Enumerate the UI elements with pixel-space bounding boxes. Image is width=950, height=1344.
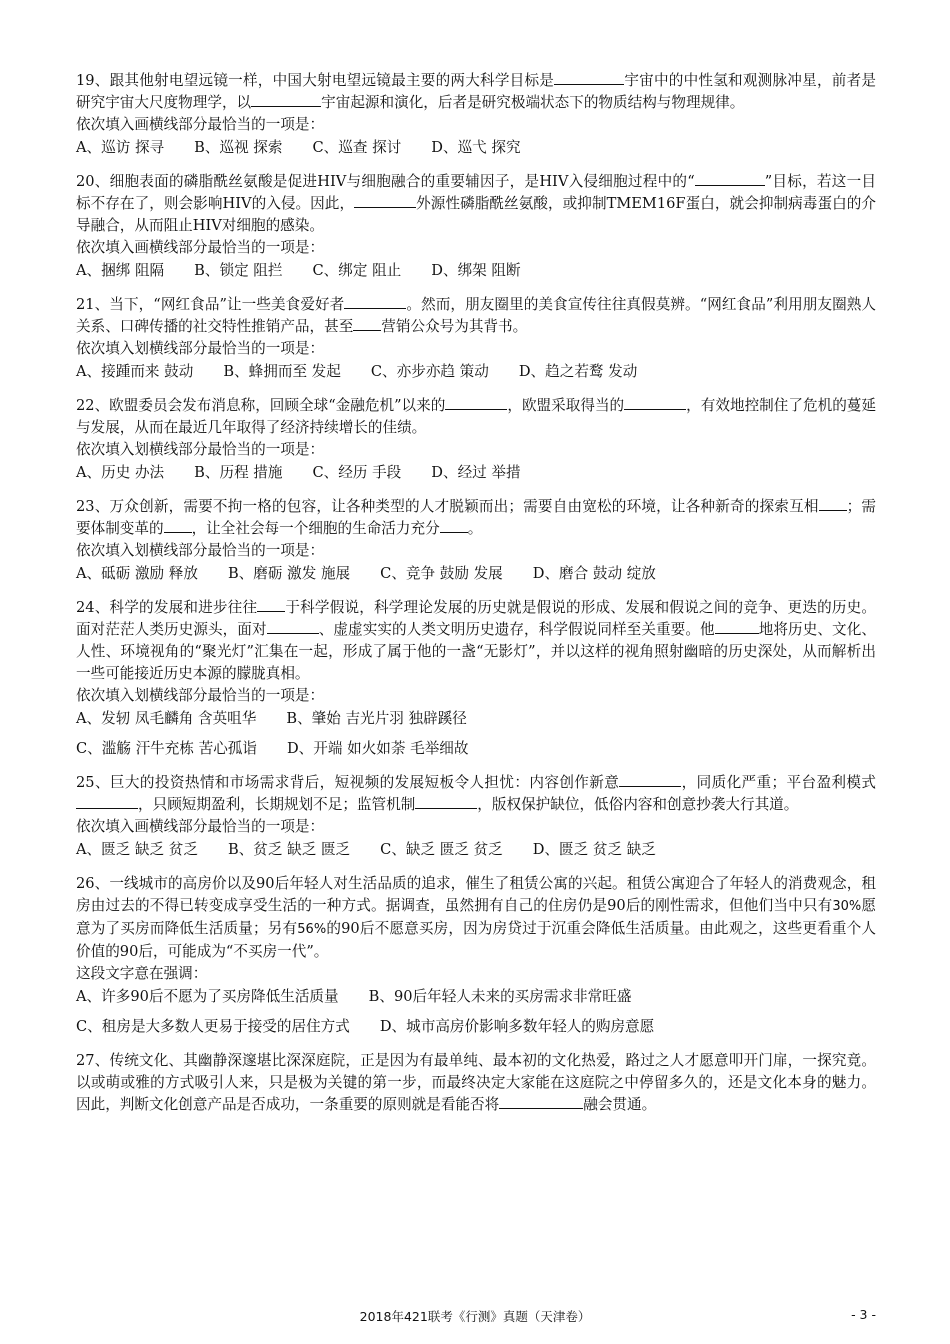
option-c[interactable]: C、租房是大多数人更易于接受的居住方式 [76, 1018, 350, 1035]
question-20 [76, 171, 876, 282]
option-d[interactable]: D、趋之若鹜 发动 [518, 363, 638, 380]
stem-text: ，欧盟采取得当的 [507, 397, 625, 414]
fill-blank [440, 518, 468, 533]
option-c[interactable]: C、缺乏 匮乏 贫乏 [380, 841, 503, 858]
stem-text: ，有效地控制住了危机的蔓延与发展，从而在最近几年取得了经济持续增长的佳绩。 [76, 397, 876, 436]
option-d[interactable]: D、经过 举措 [431, 464, 521, 481]
question-stem [76, 873, 876, 963]
stem-text: 21、当下，“网红食品”让一些美食爱好者 [76, 296, 345, 313]
page-number: - 3 - [851, 1307, 876, 1322]
option-d[interactable]: D、匮乏 贫乏 缺乏 [532, 841, 656, 858]
option-c[interactable]: C、经历 手段 [312, 464, 402, 481]
option-d[interactable]: D、开端 如火如荼 毛举细故 [286, 740, 469, 757]
stem-text: 26、一线城市的高房价以及90后年轻人对生活品质的追求，催生了租赁公寓的兴起。租赁公寓迎合了年轻人的消费观念，租房由过去的不得已转变成享受生活的一种方式。据调查，虽然拥有自己的住房仍是90后的刚性需求，但他们当中只有 [76, 875, 876, 914]
option-a[interactable]: A、匮乏 缺乏 贫乏 [76, 841, 198, 858]
option-d[interactable]: D、绑架 阻断 [431, 262, 521, 279]
question-21 [76, 294, 876, 383]
answer-options [76, 1016, 876, 1038]
fill-blank [251, 92, 321, 107]
fill-blank [715, 619, 759, 634]
stem-text: ”目标，若这一目标不存在了，则会影响HIV的入侵。因此， [76, 173, 876, 212]
stem-text: 19、跟其他射电望远镜一样，中国大射电望远镜最主要的两大科学目标是 [76, 72, 555, 89]
stem-text: 。然而，朋友圈里的美食宣传往往真假莫辨。“网红食品”利用朋友圈熟人关系、口碑传播的社交特性推销产品，甚至 [76, 296, 876, 335]
stem-text: ，版权保护缺位，低俗内容和创意抄袭大行其道。 [477, 796, 799, 813]
fill-blank [344, 294, 406, 309]
answer-options [76, 361, 876, 383]
question-27 [76, 1050, 876, 1116]
question-stem [76, 171, 876, 237]
option-c[interactable]: C、巡查 探讨 [312, 139, 402, 156]
question-stem [76, 1050, 876, 1116]
question-23 [76, 496, 876, 585]
option-a[interactable]: A、砥砺 激励 释放 [76, 565, 198, 582]
answer-options [76, 986, 876, 1008]
question-stem [76, 294, 876, 338]
question-25 [76, 772, 876, 861]
question-26 [76, 873, 876, 1038]
option-a[interactable]: A、捆绑 阻隔 [76, 262, 165, 279]
stem-text: ，让全社会每一个细胞的生命活力充分 [191, 520, 440, 537]
option-d[interactable]: D、巡弋 探究 [431, 139, 521, 156]
stem-text: 宇宙起源和演化，后者是研究极端状态下的物质结构与物理规律。 [321, 94, 745, 111]
fill-blank [445, 395, 507, 410]
answer-options [76, 137, 876, 159]
option-b[interactable]: B、磨砺 激发 施展 [227, 565, 351, 582]
question-22 [76, 395, 876, 484]
option-b[interactable]: B、90后年轻人未来的买房需求非常旺盛 [368, 988, 632, 1005]
fill-blank [164, 518, 192, 533]
question-stem [76, 772, 876, 816]
fill-blank [353, 316, 381, 331]
stem-text: 23、万众创新，需要不拘一格的包容，让各种类型的人才脱颖而出；需要自由宽松的环境，让各种新奇的探索互相 [76, 498, 819, 515]
fill-blank [554, 70, 624, 85]
option-a[interactable]: A、巡访 探寻 [76, 139, 165, 156]
question-list [76, 70, 876, 1128]
answer-options [76, 563, 876, 585]
stem-text: ；需要体制变革的 [76, 498, 876, 537]
option-c[interactable]: C、亦步亦趋 策动 [370, 363, 489, 380]
percent-value: 30% [832, 899, 862, 914]
question-prompt: 依次填入划横线部分最恰当的一项是： [76, 542, 325, 559]
option-b[interactable]: B、蜂拥而至 发起 [223, 363, 341, 380]
question-prompt: 依次填入画横线部分最恰当的一项是： [76, 818, 325, 835]
stem-text: 、虚虚实实的人类文明历史遗存，科学假说同样至关重要。他 [318, 621, 715, 638]
fill-blank [624, 395, 686, 410]
option-a[interactable]: A、发轫 凤毛麟角 含英咀华 [76, 710, 257, 727]
option-b[interactable]: B、肇始 吉光片羽 独辟蹊径 [286, 710, 467, 727]
fill-blank [76, 794, 138, 809]
stem-text: 愿意为了买房而降低生活质量；另有 [76, 897, 876, 937]
answer-options [76, 738, 876, 760]
answer-options [76, 708, 876, 730]
question-prompt: 依次填入画横线部分最恰当的一项是： [76, 116, 325, 133]
stem-text: 20、细胞表面的磷脂酰丝氨酸是促进HIV与细胞融合的重要辅因子，是HIV入侵细胞过程中的“ [76, 173, 695, 190]
question-prompt: 依次填入划横线部分最恰当的一项是： [76, 687, 325, 704]
option-b[interactable]: B、锁定 阻拦 [194, 262, 283, 279]
stem-text: 24、科学的发展和进步往往 [76, 599, 258, 616]
stem-text: 。 [467, 520, 483, 537]
fill-blank [267, 619, 319, 634]
stem-text: 25、巨大的投资热情和市场需求背后，短视频的发展短板令人担忧：内容创作新意 [76, 774, 620, 791]
question-24 [76, 597, 876, 760]
option-a[interactable]: A、许多90后不愿为了买房降低生活质量 [76, 988, 339, 1005]
option-c[interactable]: C、滥觞 汗牛充栋 苦心孤诣 [76, 740, 257, 757]
percent-value: 56% [297, 922, 327, 937]
stem-text: 地将历史、文化、人性、环境视角的“聚光灯”汇集在一起，形成了属于他的一盏“无影灯”，并以这样的视角照射幽暗的历史深处，从而解析出一些可能接近历史本源的朦胧真相。 [76, 621, 876, 682]
option-c[interactable]: C、绑定 阻止 [312, 262, 402, 279]
fill-blank [619, 772, 681, 787]
stem-text: 外源性磷脂酰丝氨酸，或抑制TMEM16F蛋白，就会抑制病毒蛋白的介导融合，从而阻止HIV对细胞的感染。 [76, 195, 876, 234]
stem-text: 融会贯通。 [583, 1096, 657, 1113]
fill-blank [499, 1094, 583, 1109]
question-stem [76, 395, 876, 439]
option-c[interactable]: C、竞争 鼓励 发展 [380, 565, 503, 582]
stem-text: ，同质化严重；平台盈利模式 [681, 774, 876, 791]
stem-text: 22、欧盟委员会发布消息称，回顾全球“金融危机”以来的 [76, 397, 446, 414]
option-b[interactable]: B、贫乏 缺乏 匮乏 [227, 841, 351, 858]
answer-options [76, 839, 876, 861]
stem-text: 宇宙中的中性氢和观测脉冲星，前者是研究宇宙大尺度物理学，以 [76, 72, 876, 111]
option-a[interactable]: A、历史 办法 [76, 464, 165, 481]
answer-options [76, 462, 876, 484]
fill-blank [257, 597, 285, 612]
option-d[interactable]: D、磨合 鼓动 绽放 [532, 565, 656, 582]
option-b[interactable]: B、历程 措施 [194, 464, 283, 481]
option-d[interactable]: D、城市高房价影响多数年轻人的购房意愿 [379, 1018, 655, 1035]
footer-title: 2018年421联考《行测》真题（天津卷） [359, 1309, 591, 1324]
question-prompt: 依次填入画横线部分最恰当的一项是： [76, 239, 325, 256]
stem-text: 营销公众号为其背书。 [381, 318, 528, 335]
stem-text: 的90后不愿意买房，因为房贷过于沉重会降低生活质量。由此观之，这些更看重个人价值的90后，可能成为“不买房一代”。 [76, 920, 876, 960]
fill-blank [819, 496, 847, 511]
option-a[interactable]: A、接踵而来 鼓动 [76, 363, 194, 380]
option-b[interactable]: B、巡视 探索 [194, 139, 283, 156]
question-prompt: 这段文字意在强调： [76, 965, 208, 982]
question-stem [76, 496, 876, 540]
answer-options [76, 260, 876, 282]
question-prompt: 依次填入划横线部分最恰当的一项是： [76, 441, 325, 458]
stem-text: 于科学假说，科学理论发展的历史就是假说的形成、发展和假说之间的竞争、更迭的历史。面对茫茫人类历史源头，面对 [76, 599, 876, 638]
stem-text: ，只顾短期盈利，长期规划不足；监管机制 [138, 796, 416, 813]
question-prompt: 依次填入划横线部分最恰当的一项是： [76, 340, 325, 357]
question-stem [76, 597, 876, 685]
fill-blank [415, 794, 477, 809]
stem-text: 27、传统文化、其幽静深邃堪比深深庭院，正是因为有最单纯、最本初的文化热爱，路过之人才愿意叩开门扉，一探究竟。以或萌或雅的方式吸引人来，只是极为关键的第一步，而最终决定大家能在这庭院之中停留多久的，还是文化本身的魅力。因此，判断文化创意产品是否成功，一条重要的原则就是看能否将 [76, 1052, 876, 1113]
question-stem [76, 70, 876, 114]
fill-blank [695, 171, 765, 186]
question-19 [76, 70, 876, 159]
fill-blank [354, 193, 416, 208]
